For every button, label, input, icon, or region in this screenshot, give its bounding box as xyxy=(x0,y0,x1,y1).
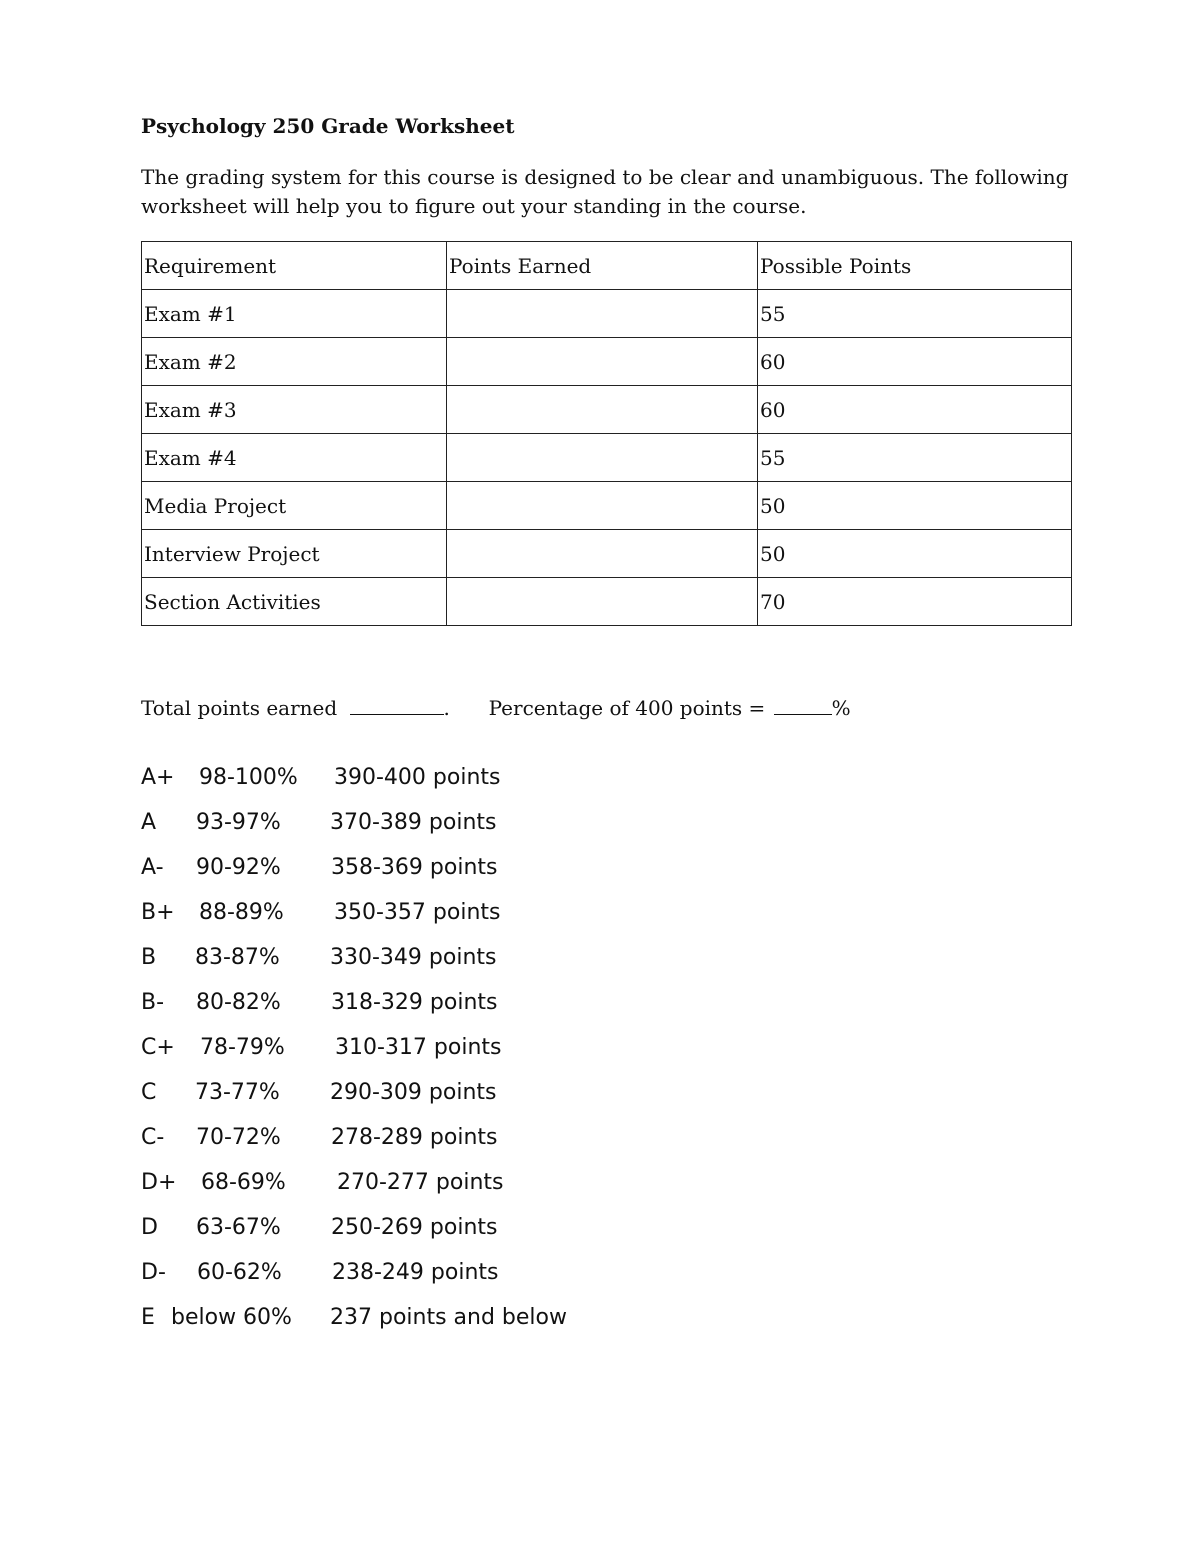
grade-percent: 80-82% xyxy=(196,990,281,1015)
table-row xyxy=(142,386,1072,434)
grade-points: 350-357 points xyxy=(334,900,501,925)
grade-points: 370-389 points xyxy=(330,810,497,835)
grade-points: 237 points and below xyxy=(330,1305,567,1330)
grade-percent: 60-62% xyxy=(197,1260,282,1285)
header-requirement: Requirement xyxy=(142,242,447,290)
table-row xyxy=(142,434,1072,482)
grade-letter: A+ xyxy=(141,765,175,790)
requirement-cell: Exam #2 xyxy=(142,338,447,386)
possible-points-cell: 50 xyxy=(758,482,1072,530)
percent-sign: % xyxy=(831,696,851,720)
grade-points: 330-349 points xyxy=(330,945,497,970)
grade-points: 278-289 points xyxy=(331,1125,498,1150)
percentage-blank xyxy=(774,696,832,715)
table-row xyxy=(142,578,1072,626)
possible-points-cell: 60 xyxy=(758,338,1072,386)
table-row xyxy=(142,482,1072,530)
table-row xyxy=(142,530,1072,578)
requirement-cell: Interview Project xyxy=(142,530,447,578)
grade-percent: 83-87% xyxy=(195,945,280,970)
requirement-cell: Section Activities xyxy=(142,578,447,626)
grade-letter: A xyxy=(141,810,157,835)
header-points-earned: Points Earned xyxy=(447,242,758,290)
grade-percent: 68-69% xyxy=(201,1170,286,1195)
grade-letter: A- xyxy=(141,855,164,880)
grade-points: 290-309 points xyxy=(330,1080,497,1105)
grade-points: 250-269 points xyxy=(331,1215,498,1240)
grade-percent: below 60% xyxy=(171,1305,292,1330)
grade-percent: 93-97% xyxy=(196,810,281,835)
header-possible-points: Possible Points xyxy=(758,242,1072,290)
grade-percent: 88-89% xyxy=(199,900,284,925)
intro-line-2: worksheet will help you to figure out your standing in the course. xyxy=(141,194,807,218)
grade-percent: 70-72% xyxy=(196,1125,281,1150)
requirements-table xyxy=(141,241,1072,626)
possible-points-cell: 50 xyxy=(758,530,1072,578)
grade-points: 310-317 points xyxy=(335,1035,502,1060)
table-header-row xyxy=(142,242,1072,290)
requirement-cell: Media Project xyxy=(142,482,447,530)
points-earned-cell xyxy=(447,290,758,338)
total-points-blank xyxy=(350,696,444,715)
grade-letter: C- xyxy=(141,1125,165,1150)
grade-percent: 63-67% xyxy=(196,1215,281,1240)
grade-letter: B- xyxy=(141,990,165,1015)
points-earned-cell xyxy=(447,482,758,530)
grade-percent: 90-92% xyxy=(196,855,281,880)
grade-letter: D- xyxy=(141,1260,166,1285)
points-earned-cell xyxy=(447,434,758,482)
requirement-cell: Exam #1 xyxy=(142,290,447,338)
grade-percent: 78-79% xyxy=(200,1035,285,1060)
document-title: Psychology 250 Grade Worksheet xyxy=(141,114,515,138)
grade-percent: 73-77% xyxy=(195,1080,280,1105)
possible-points-cell: 60 xyxy=(758,386,1072,434)
grade-points: 358-369 points xyxy=(331,855,498,880)
points-earned-cell xyxy=(447,386,758,434)
intro-paragraph xyxy=(141,163,1069,221)
possible-points-cell: 55 xyxy=(758,290,1072,338)
grade-points: 270-277 points xyxy=(337,1170,504,1195)
grade-letter: B+ xyxy=(141,900,175,925)
grade-letter: E xyxy=(141,1305,155,1330)
intro-line-1: The grading system for this course is designed to be clear and unambiguous. The following xyxy=(141,165,1069,189)
table-row xyxy=(142,290,1072,338)
grade-letter: D xyxy=(141,1215,158,1240)
points-earned-cell xyxy=(447,530,758,578)
totals-line xyxy=(141,696,851,720)
requirement-cell: Exam #4 xyxy=(142,434,447,482)
table-row xyxy=(142,338,1072,386)
percentage-label: Percentage of 400 points = xyxy=(488,696,766,720)
points-earned-cell xyxy=(447,338,758,386)
grade-points: 390-400 points xyxy=(334,765,501,790)
grade-letter: C xyxy=(141,1080,157,1105)
points-earned-cell xyxy=(447,578,758,626)
grade-letter: D+ xyxy=(141,1170,177,1195)
possible-points-cell: 55 xyxy=(758,434,1072,482)
grade-letter: B xyxy=(141,945,157,970)
possible-points-cell: 70 xyxy=(758,578,1072,626)
totals-period: . xyxy=(443,696,450,720)
requirement-cell: Exam #3 xyxy=(142,386,447,434)
grade-letter: C+ xyxy=(141,1035,175,1060)
grade-percent: 98-100% xyxy=(199,765,298,790)
grade-points: 238-249 points xyxy=(332,1260,499,1285)
total-points-label: Total points earned xyxy=(141,696,338,720)
grade-points: 318-329 points xyxy=(331,990,498,1015)
